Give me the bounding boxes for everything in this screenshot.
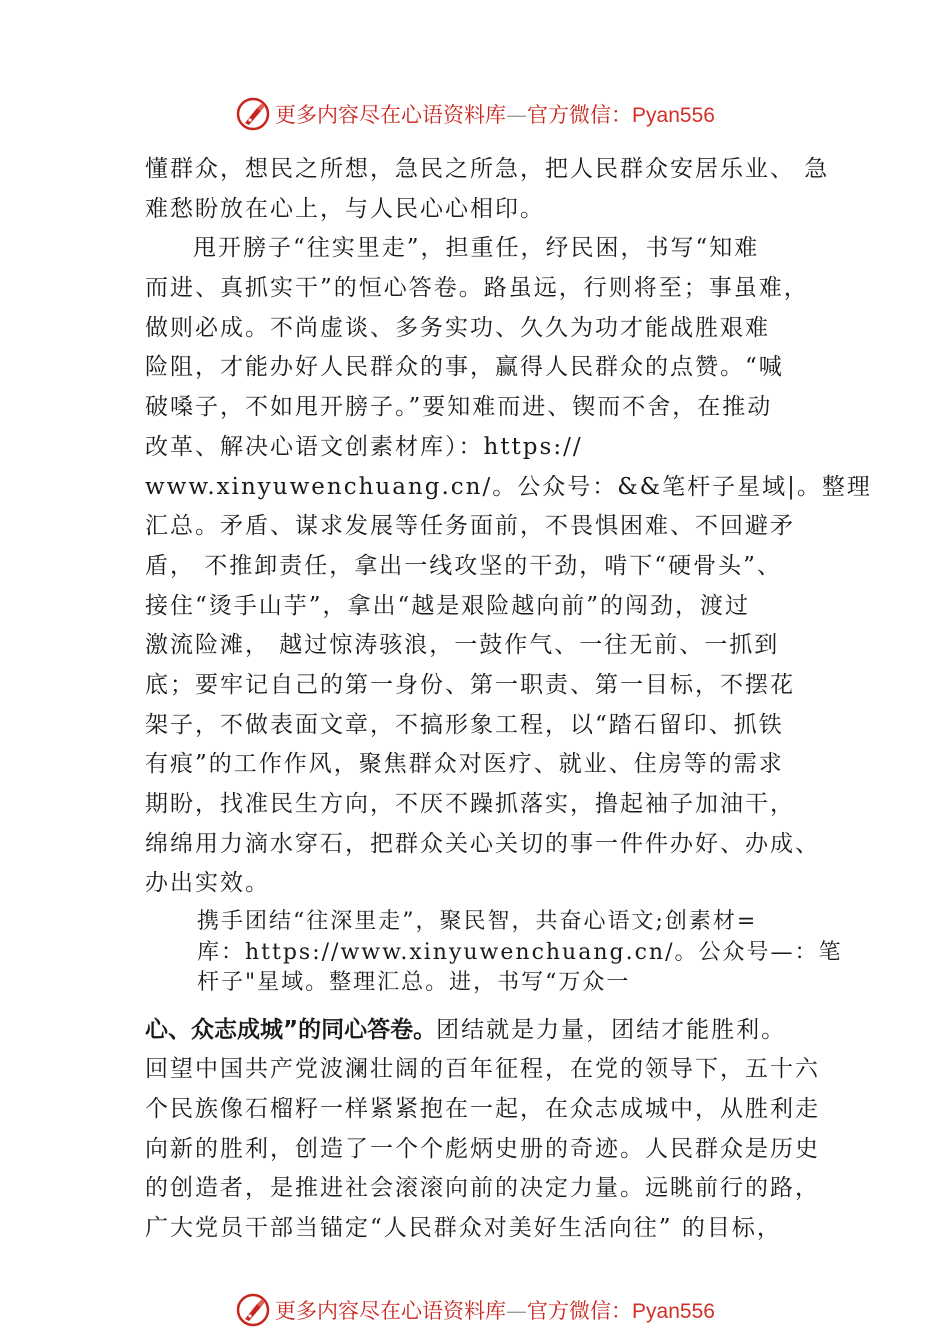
header-banner [0,92,950,136]
text-line: 而进、真抓实干”的恒心答卷。路虽远，行则将至；事虽难， [145,275,809,302]
text-line: 做则必成。不尚虚谈、多务实功、久久为功才能战胜艰难 [145,314,770,341]
text-line: 险阻，才能办好人民群众的事，赢得人民群众的点赞。“喊 [145,354,784,381]
text-line: 底；要牢记自己的第一身份、第一职责、第一目标，不摆花 [145,671,795,698]
banner-wechat-label: 官方微信： [527,103,633,127]
banner-text [275,1295,715,1325]
text-line: 期盼，找准民生方向，不厌不躁抓落实，撸起袖子加油干， [145,791,795,817]
text-line: 激流险滩， 越过惊涛骇浪，一鼓作气、一往无前、一抓到 [145,632,780,659]
text-line: 个民族像石榴籽一样紧紧抱在一起，在众志成城中，从胜利走 [145,1095,820,1122]
footer-banner [0,1288,950,1332]
text-line: 架子，不做表面文章，不搞形象工程，以“踏石留印、抓铁 [145,711,784,738]
banner-wechat-id: Pyan556 [632,104,715,127]
text-line: 绵绵用力滴水穿石，把群众关心关切的事一件件办好、办成、 [145,830,820,857]
text-line: 改革、解决心语文创素材库）：https:// [145,433,583,460]
banner-dash: — [506,1299,528,1323]
pen-nib-icon [235,1292,271,1328]
bold-lead: 心、众志成城”的同心答卷。 [145,1016,437,1043]
text-line: 难愁盼放在心上，与人民心心相印。 [145,195,545,222]
document-body [145,150,872,1249]
paragraph-2 [145,229,872,904]
banner-title: 更多内容尽在心语资料库 [275,103,507,127]
paragraph-3 [145,907,843,999]
text-line: 杆子"星域。整理汇总。进，书写“万众一 [197,970,631,996]
text-line: 接住“烫手山芋”，拿出“越是艰险越向前”的闯劲，渡过 [145,592,751,619]
text-line: 的创造者，是推进社会滚滚向前的决定力量。远眺前行的路， [145,1175,820,1202]
banner-title: 更多内容尽在心语资料库 [275,1299,507,1323]
text-line: 向新的胜利，创造了一个个彪炳史册的奇迹。人民群众是历史 [145,1135,820,1162]
text-line: 携手团结“往深里走”，聚民智，共奋心语文;创素材= [197,909,758,935]
text-line: 甩开膀子“往实里走”，担重任，纾民困，书写“知难 [193,235,760,262]
text-line: 有痕”的工作作风，聚焦群众对医疗、就业、住房等的需求 [145,751,784,778]
text-span: 团结就是力量，团结才能胜利。 [436,1016,787,1043]
banner-dash: — [506,103,528,127]
text-line: 盾， 不推卸责任，拿出一线攻坚的干劲，啃下“硬骨头”、 [145,552,782,579]
text-line: 回望中国共产党波澜壮阔的百年征程，在党的领导下，五十六 [145,1056,820,1083]
paragraph-4 [145,1011,825,1249]
text-line [145,1011,825,1051]
text-line: 广大党员干部当锚定“人民群众对美好生活向往” 的目标， [145,1215,782,1241]
pen-nib-icon [235,96,271,132]
paragraph-1 [145,150,830,229]
banner-text [275,99,715,129]
text-line: 库：https://www.xinyuwenchuang.cn/。公众号—：笔 [197,939,843,965]
text-line: 办出实效。 [145,870,270,897]
banner-wechat-id: Pyan556 [632,1300,715,1323]
text-line: 汇总。矛盾、谋求发展等任务面前，不畏惧困难、不回避矛 [145,513,795,540]
text-line: www.xinyuwenchuang.cn/。公众号：&&笔杆子星域|。整理 [145,473,872,500]
text-line: 破嗓子，不如甩开膀子。”要知难而进、锲而不舍，在推动 [145,394,773,421]
banner-wechat-label: 官方微信： [527,1299,633,1323]
text-line: 懂群众，想民之所想，急民之所急，把人民群众安居乐业、 急 [145,156,830,182]
